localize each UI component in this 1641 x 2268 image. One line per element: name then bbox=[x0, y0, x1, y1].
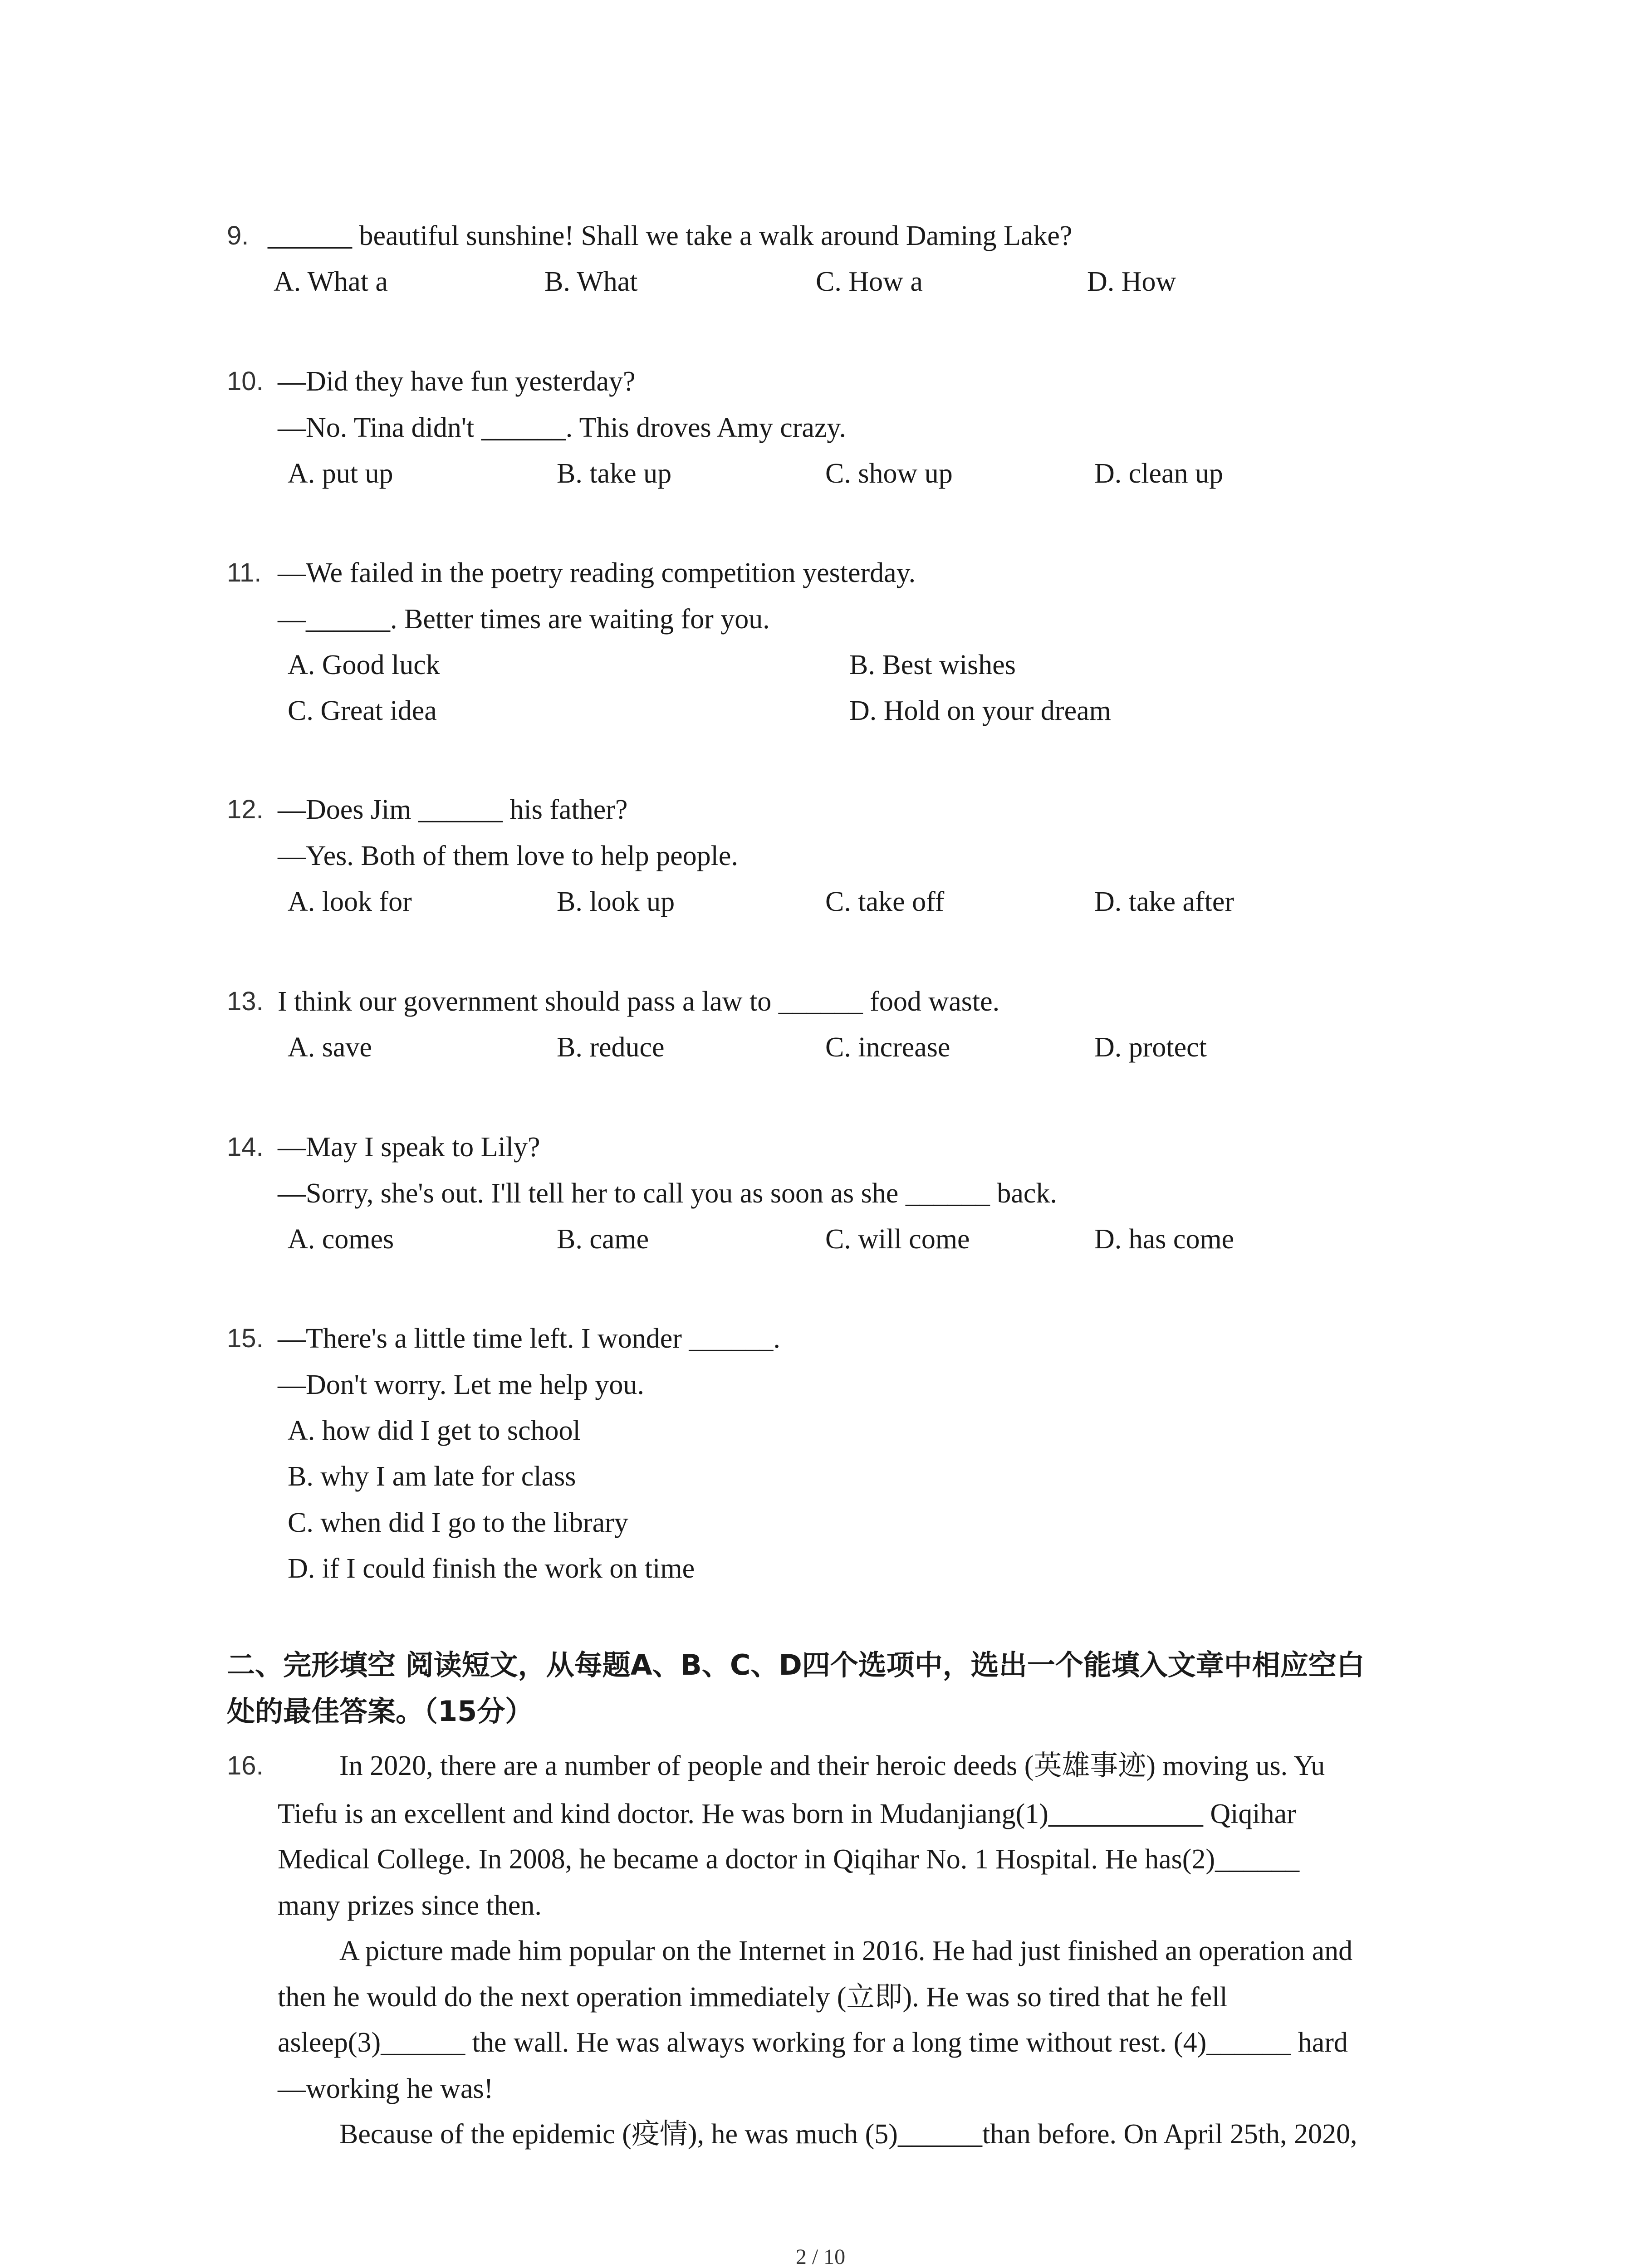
option-b: B. reduce bbox=[557, 1032, 665, 1063]
question-stem: I think our government should pass a law to ______ food waste. bbox=[278, 986, 1000, 1017]
option-a: A. Good luck bbox=[288, 650, 440, 680]
passage-line: In 2020, there are a number of people and their heroic deeds (英雄事迹) moving us. Yu bbox=[339, 1750, 1325, 1781]
option-d: D. take after bbox=[1094, 886, 1234, 917]
option-c: C. increase bbox=[825, 1032, 950, 1063]
page-number: 2 / 10 bbox=[795, 2245, 846, 2268]
question-stem: —Did they have fun yesterday? bbox=[278, 366, 636, 397]
option-a: A. What a bbox=[274, 266, 388, 297]
option-b: B. What bbox=[544, 266, 638, 297]
question-stem: —Sorry, she's out. I'll tell her to call you as soon as she ______ back. bbox=[278, 1178, 1057, 1209]
option-a: A. comes bbox=[288, 1224, 394, 1255]
option-c: C. take off bbox=[825, 886, 945, 917]
option-a: A. put up bbox=[288, 458, 393, 489]
section-title: 二、完形填空 阅读短文，从每题A、B、C、D四个选项中，选出一个能填入文章中相应空白 bbox=[227, 1648, 1365, 1681]
question-stem: —Don't worry. Let me help you. bbox=[278, 1369, 644, 1400]
passage-line: then he would do the next operation immediately (立即). He was so tired that he fell bbox=[278, 1982, 1228, 2013]
option-b: B. came bbox=[557, 1224, 649, 1255]
question-number: 11. bbox=[227, 558, 262, 587]
option-b: B. why I am late for class bbox=[288, 1461, 576, 1492]
option-b: B. Best wishes bbox=[849, 650, 1016, 680]
option-a: A. save bbox=[288, 1032, 372, 1063]
question-stem: —______. Better times are waiting for you. bbox=[278, 604, 770, 635]
question-stem: —Yes. Both of them love to help people. bbox=[278, 841, 738, 871]
passage-line: A picture made him popular on the Internet in 2016. He had just finished an operation and bbox=[339, 1936, 1353, 1966]
question-stem: —No. Tina didn't ______. This droves Amy crazy. bbox=[278, 412, 846, 443]
option-d: D. How bbox=[1087, 266, 1176, 297]
option-c: C. when did I go to the library bbox=[288, 1507, 628, 1538]
option-a: A. look for bbox=[288, 886, 412, 917]
question-number: 16. bbox=[227, 1751, 264, 1780]
option-c: C. show up bbox=[825, 458, 953, 489]
question-stem: ______ beautiful sunshine! Shall we take a walk around Daming Lake? bbox=[268, 220, 1073, 251]
passage-line: —working he was! bbox=[278, 2073, 494, 2104]
question-number: 14. bbox=[227, 1132, 264, 1162]
option-d: D. if I could finish the work on time bbox=[288, 1553, 695, 1584]
option-a: A. how did I get to school bbox=[288, 1415, 581, 1446]
question-stem: —We failed in the poetry reading competition yesterday. bbox=[278, 557, 916, 588]
section-title: 处的最佳答案。（15分） bbox=[227, 1695, 534, 1728]
passage-line: Medical College. In 2008, he became a doctor in Qiqihar No. 1 Hospital. He has(2)______ bbox=[278, 1844, 1300, 1875]
option-c: C. will come bbox=[825, 1224, 970, 1255]
option-c: C. How a bbox=[816, 266, 923, 297]
passage-line: Because of the epidemic (疫情), he was much (5)______than before. On April 25th, 2020, bbox=[339, 2119, 1357, 2150]
question-number: 12. bbox=[227, 795, 264, 824]
option-d: D. protect bbox=[1094, 1032, 1207, 1063]
option-b: B. take up bbox=[557, 458, 672, 489]
passage-line: asleep(3)______ the wall. He was always working for a long time without rest. (4)______ hard bbox=[278, 2027, 1348, 2058]
question-number: 10. bbox=[227, 367, 264, 396]
question-stem: —Does Jim ______ his father? bbox=[278, 794, 628, 825]
option-d: D. Hold on your dream bbox=[849, 695, 1111, 726]
option-b: B. look up bbox=[557, 886, 675, 917]
question-number: 15. bbox=[227, 1324, 264, 1353]
question-stem: —May I speak to Lily? bbox=[278, 1132, 540, 1163]
option-c: C. Great idea bbox=[288, 695, 437, 726]
passage-line: many prizes since then. bbox=[278, 1890, 542, 1921]
passage-line: Tiefu is an excellent and kind doctor. He was born in Mudanjiang(1)___________ Qiqihar bbox=[278, 1799, 1296, 1829]
question-number: 9. bbox=[227, 221, 249, 250]
question-stem: —There's a little time left. I wonder ______. bbox=[278, 1323, 780, 1354]
question-number: 13. bbox=[227, 987, 264, 1016]
option-d: D. has come bbox=[1094, 1224, 1234, 1255]
option-d: D. clean up bbox=[1094, 458, 1224, 489]
